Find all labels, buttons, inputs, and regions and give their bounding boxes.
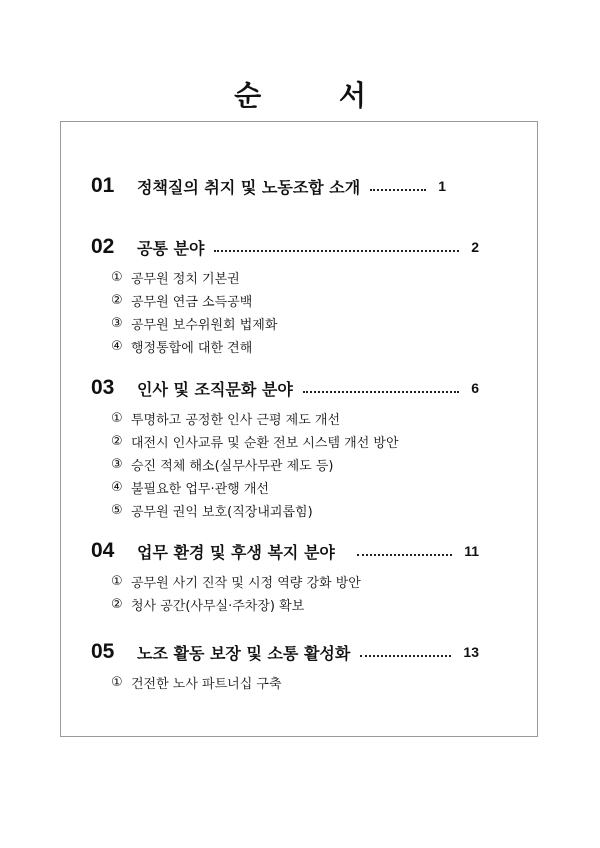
item-marker: ③ [111, 316, 123, 331]
item-text: 공무원 정치 기본권 [131, 272, 240, 287]
dot-leader [214, 250, 459, 252]
item-text: 행정통합에 대한 견해 [131, 341, 253, 356]
dot-leader [360, 655, 451, 657]
page-number: 11 [464, 543, 479, 559]
list-item[interactable] [111, 499, 399, 522]
section-title: 업무 환경 및 후생 복지 분야 [137, 542, 335, 562]
item-text: 공무원 권익 보호(직장내괴롭힘) [131, 505, 313, 520]
list-item[interactable] [111, 476, 399, 499]
item-text: 대전시 인사교류 및 순환 전보 시스템 개선 방안 [131, 436, 399, 451]
list-item[interactable] [111, 593, 361, 616]
subitem-list [111, 407, 399, 522]
page-number: 2 [471, 239, 479, 255]
page-number: 1 [438, 178, 447, 194]
item-text: 건전한 노사 파트너십 구축 [131, 677, 282, 692]
section-title: 노조 활동 보장 및 소통 활성화 [137, 643, 351, 663]
item-marker: ② [111, 434, 123, 449]
section-title: 공통 분야 [137, 238, 205, 258]
page-title: 순 서 [234, 79, 400, 112]
page-number: 6 [471, 380, 479, 396]
section-heading[interactable] [91, 536, 479, 566]
subitem-list [111, 671, 282, 694]
item-marker: ① [111, 411, 123, 426]
item-marker: ④ [111, 339, 123, 354]
dot-leader [303, 391, 459, 393]
toc-box [60, 121, 538, 737]
dot-leader [370, 189, 426, 191]
list-item[interactable] [111, 266, 277, 289]
list-item[interactable] [111, 335, 277, 358]
list-item[interactable] [111, 312, 277, 335]
item-text: 승진 적체 해소(실무사무관 제도 등) [131, 459, 334, 474]
section-number: 01 [91, 174, 115, 197]
item-text: 공무원 연금 소득공백 [131, 295, 253, 310]
section-number: 03 [91, 376, 115, 399]
section-heading[interactable] [91, 637, 479, 667]
subitem-list [111, 570, 361, 616]
item-marker: ① [111, 675, 123, 690]
item-marker: ① [111, 574, 123, 589]
section-title: 정책질의 취지 및 노동조합 소개 [137, 177, 361, 197]
item-marker: ⑤ [111, 503, 123, 518]
section-number: 05 [91, 640, 115, 663]
list-item[interactable] [111, 671, 282, 694]
list-item[interactable] [111, 430, 399, 453]
section-heading[interactable] [91, 232, 479, 262]
item-marker: ② [111, 597, 123, 612]
section-title: 인사 및 조직문화 분야 [137, 379, 293, 399]
item-marker: ② [111, 293, 123, 308]
item-marker: ① [111, 270, 123, 285]
item-marker: ④ [111, 480, 123, 495]
item-text: 공무원 사기 진작 및 시정 역량 강화 방안 [131, 576, 361, 591]
item-text: 불필요한 업무·관행 개선 [131, 482, 269, 497]
dot-leader [357, 554, 452, 556]
item-text: 청사 공간(사무실·주차장) 확보 [131, 599, 305, 614]
list-item[interactable] [111, 570, 361, 593]
item-marker: ③ [111, 457, 123, 472]
section-number: 04 [91, 539, 115, 562]
item-text: 공무원 보수위원회 법제화 [131, 318, 278, 333]
list-item[interactable] [111, 407, 399, 430]
section-heading[interactable] [91, 373, 479, 403]
section-number: 02 [91, 235, 115, 258]
subitem-list [111, 266, 277, 358]
section-heading[interactable] [91, 171, 479, 201]
page-number: 13 [463, 644, 479, 660]
list-item[interactable] [111, 289, 277, 312]
item-text: 투명하고 공정한 인사 근평 제도 개선 [131, 413, 341, 428]
list-item[interactable] [111, 453, 399, 476]
